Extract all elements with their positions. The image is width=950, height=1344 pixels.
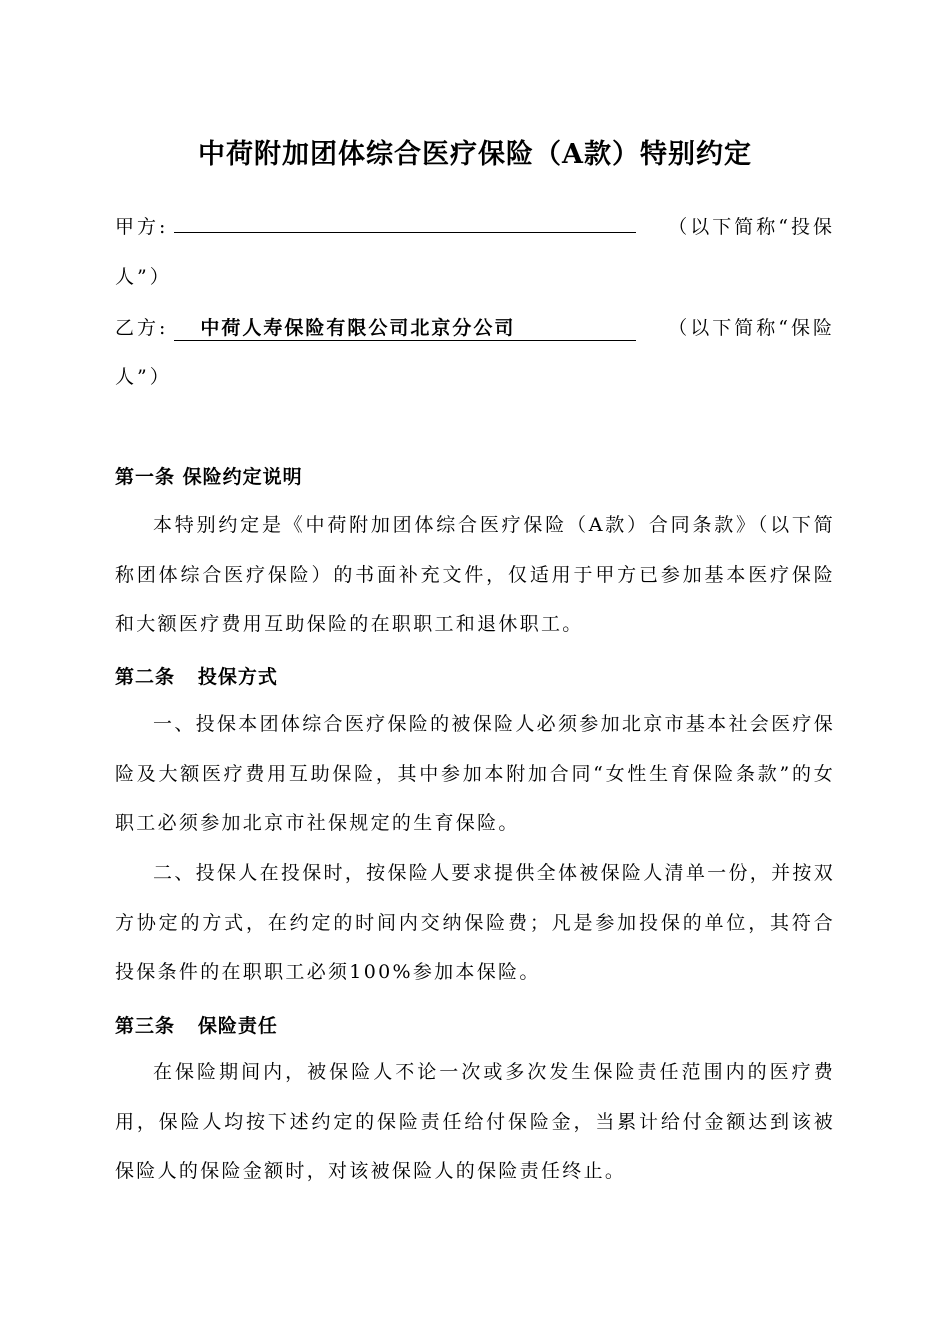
party-a-label: 甲方: <box>115 216 169 238</box>
document-title: 中荷附加团体综合医疗保险（A款）特别约定 <box>198 139 752 170</box>
party-a-line <box>115 212 644 239</box>
party-a-suffix-cont: 人”） <box>115 266 172 288</box>
section-heading: 第二条 投保方式 <box>115 666 278 688</box>
party-a-blank[interactable] <box>174 212 636 233</box>
party-a-suffix: （以下简称“投保 <box>668 216 835 238</box>
party-b-suffix: （以下简称“保险 <box>668 317 835 339</box>
party-b-suffix-cont: 人”） <box>115 366 172 388</box>
party-b-line <box>115 313 644 341</box>
section-paragraph: 在保险期间内，被保险人不论一次或多次发生保险责任范围内的医疗费用，保险人均按下述约定的保险责任给付保险金，当累计给付金额达到该被保险人的保险金额时，对该被保险人的保险责任终止。 <box>115 1061 835 1182</box>
section-heading: 第三条 保险责任 <box>115 1015 278 1037</box>
section-paragraph: 本特别约定是《中荷附加团体综合医疗保险（A款）合同条款》（以下简称团体综合医疗保险）的书面补充文件，仅适用于甲方已参加基本医疗保险和大额医疗费用互助保险的在职职工和退休职工。 <box>115 514 835 635</box>
party-b-value: 中荷人寿保险有限公司北京分公司 <box>174 313 636 341</box>
party-b-label: 乙方: <box>115 317 169 339</box>
section-paragraph: 二、投保人在投保时，按保险人要求提供全体被保险人清单一份，并按双方协定的方式，在约定的时间内交纳保险费；凡是参加投保的单位，其符合投保条件的在职职工必须100%参加本保险。 <box>115 862 835 983</box>
section-heading: 第一条 保险约定说明 <box>115 466 303 488</box>
section-paragraph: 一、投保本团体综合医疗保险的被保险人必须参加北京市基本社会医疗保险及大额医疗费用互助保险，其中参加本附加合同“女性生育保险条款”的女职工必须参加北京市社保规定的生育保险。 <box>115 713 835 834</box>
